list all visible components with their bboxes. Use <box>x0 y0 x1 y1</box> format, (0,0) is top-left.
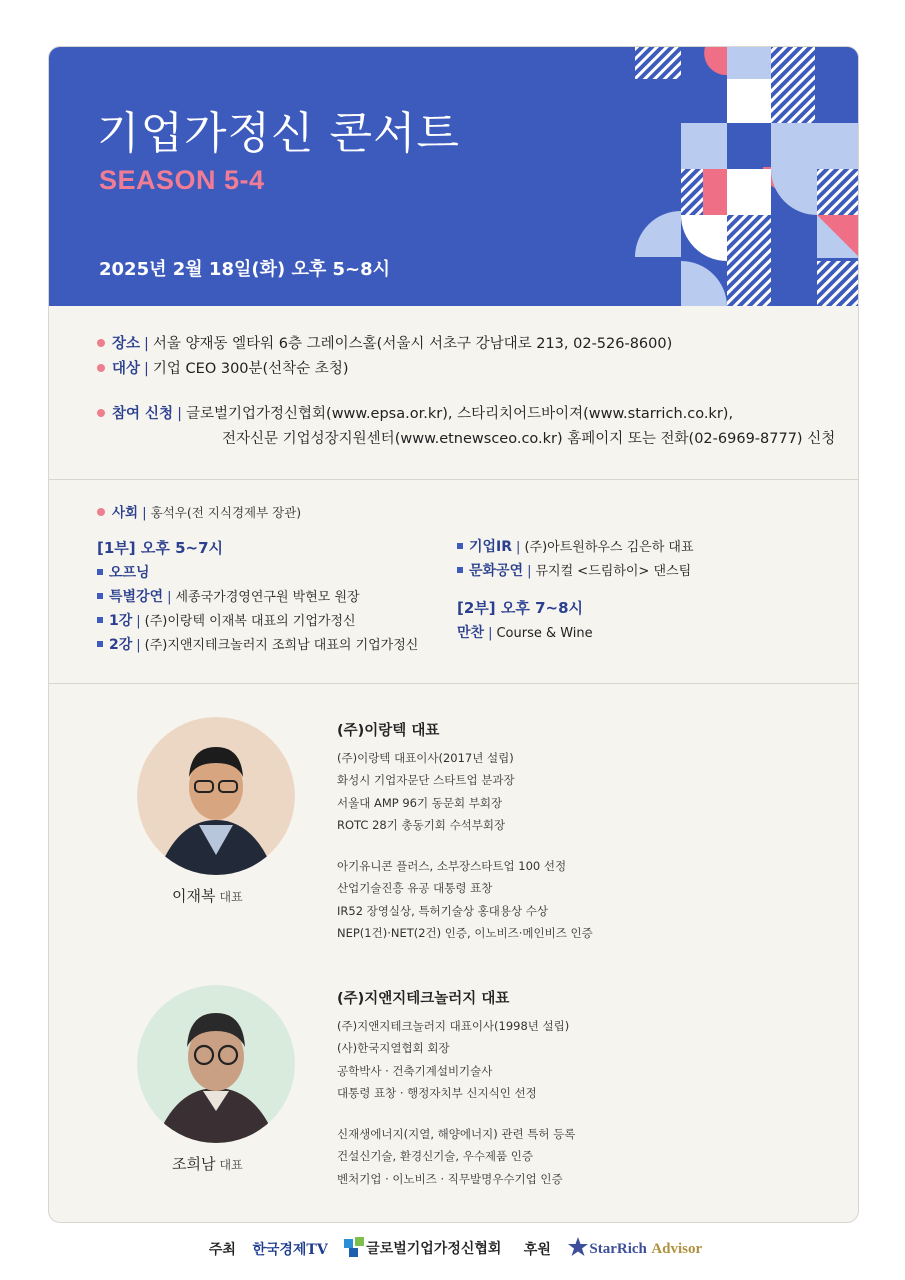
bullet-icon <box>97 409 105 417</box>
sponsor-logo-advisor: Advisor <box>651 1241 703 1257</box>
host-logo-epsa: 글로벌기업가정신협회 <box>366 1241 502 1257</box>
footer-sponsors <box>0 1236 905 1266</box>
event-date: 2025년 2월 18일(화) 오후 5~8시 <box>99 259 391 280</box>
avatar <box>137 985 295 1143</box>
apply-row: 참여 신청 | 글로벌기업가정신협회(www.epsa.or.kr), 스타리치어드바이져(www.starrich.co.kr), <box>97 402 837 427</box>
speaker-company-title: (주)지앤지테크놀러지 대표 <box>337 991 510 1007</box>
program-item: 특별강연 | 세종국가경영연구원 박현모 원장 <box>97 585 447 609</box>
part1-heading: [1부] 오후 5~7시 <box>97 539 223 557</box>
geometric-pattern-graphic <box>635 47 859 306</box>
section-divider <box>49 683 859 684</box>
event-info <box>97 332 837 452</box>
epsa-logo-icon <box>344 1237 366 1261</box>
mc-row: 사회 | 홍석우(전 지식경제부 장관) <box>97 501 837 525</box>
host-logo-hankyung-tv: 한국경제TV <box>252 1242 328 1258</box>
season-label: SEASON 5-4 <box>99 165 265 195</box>
program-item: 오프닝 <box>97 561 447 585</box>
portrait-photo <box>137 985 295 1143</box>
section-divider <box>49 479 859 480</box>
bullet-icon <box>97 364 105 372</box>
poster-card <box>48 46 859 1223</box>
program-item: 기업IR | (주)아트원하우스 김은하 대표 <box>457 535 807 559</box>
program-item: 만찬 | Course & Wine <box>457 625 593 641</box>
program-item: 문화공연 | 뮤지컬 <드림하이> 댄스팀 <box>457 559 807 583</box>
program-col-right <box>457 535 807 645</box>
program-item: 1강 | (주)이랑텍 이재복 대표의 기업가정신 <box>97 609 447 633</box>
venue-row: 장소 | 서울 양재동 엘타워 6층 그레이스홀(서울시 서초구 강남대로 213, 02-526-8600) <box>97 332 837 357</box>
speaker-bio: (주)이랑텍 대표이사(2017년 설립) 화성시 기업자문단 스타트업 분과장 서울대 AMP 96기 동문회 부회장 ROTC 28기 총동기회 수석부회장 아기유니콘 플러스, 소부장스타트업 100 선정 산업기술진흥 유공 대통령 표창 IR52 장영실상, 특허기술상 홍대용상 수상 NEP(1건)·NET(2건) 인증, 이노비즈·메인비즈 인증 <box>337 751 593 941</box>
star-icon <box>567 1236 589 1262</box>
sponsor-logo-starrich: StarRich <box>589 1241 647 1257</box>
program-section <box>97 501 837 653</box>
speaker-bio: (주)지앤지테크놀러지 대표이사(1998년 설립) (사)한국지열협회 회장 공학박사 · 건축기계설비기술사 대통령 표창 · 행정자치부 신지식인 선정 신재생에너지(지열, 해양에너지) 관련 특허 등록 건설신기술, 환경신기술, 우수제품 인증 벤처기업 · 이노비즈 · 직무발명우수기업 인증 <box>337 1019 576 1186</box>
sponsor-label: 후원 <box>523 1242 551 1258</box>
speaker-name: 조희남 대표 <box>172 1155 243 1173</box>
speaker-name: 이재복 대표 <box>172 887 243 905</box>
program-col-left <box>97 535 447 657</box>
page-title: 기업가정신 콘서트 <box>97 108 461 159</box>
bullet-icon <box>97 508 105 516</box>
host-label: 주최 <box>208 1242 236 1258</box>
target-row: 대상 | 기업 CEO 300분(선착순 초청) <box>97 357 837 382</box>
bullet-icon <box>97 339 105 347</box>
avatar <box>137 717 295 875</box>
speaker-company-title: (주)이랑텍 대표 <box>337 723 440 739</box>
program-item: 2강 | (주)지앤지테크놀러지 조희남 대표의 기업가정신 <box>97 633 447 657</box>
portrait-photo <box>137 717 295 875</box>
part2-heading: [2부] 오후 7~8시 <box>457 599 583 617</box>
apply-row-continued: 전자신문 기업성장지원센터(www.etnewsceo.co.kr) 홈페이지 또는 전화(02-6969-8777) 신청 <box>222 431 836 447</box>
header-banner <box>49 47 859 306</box>
